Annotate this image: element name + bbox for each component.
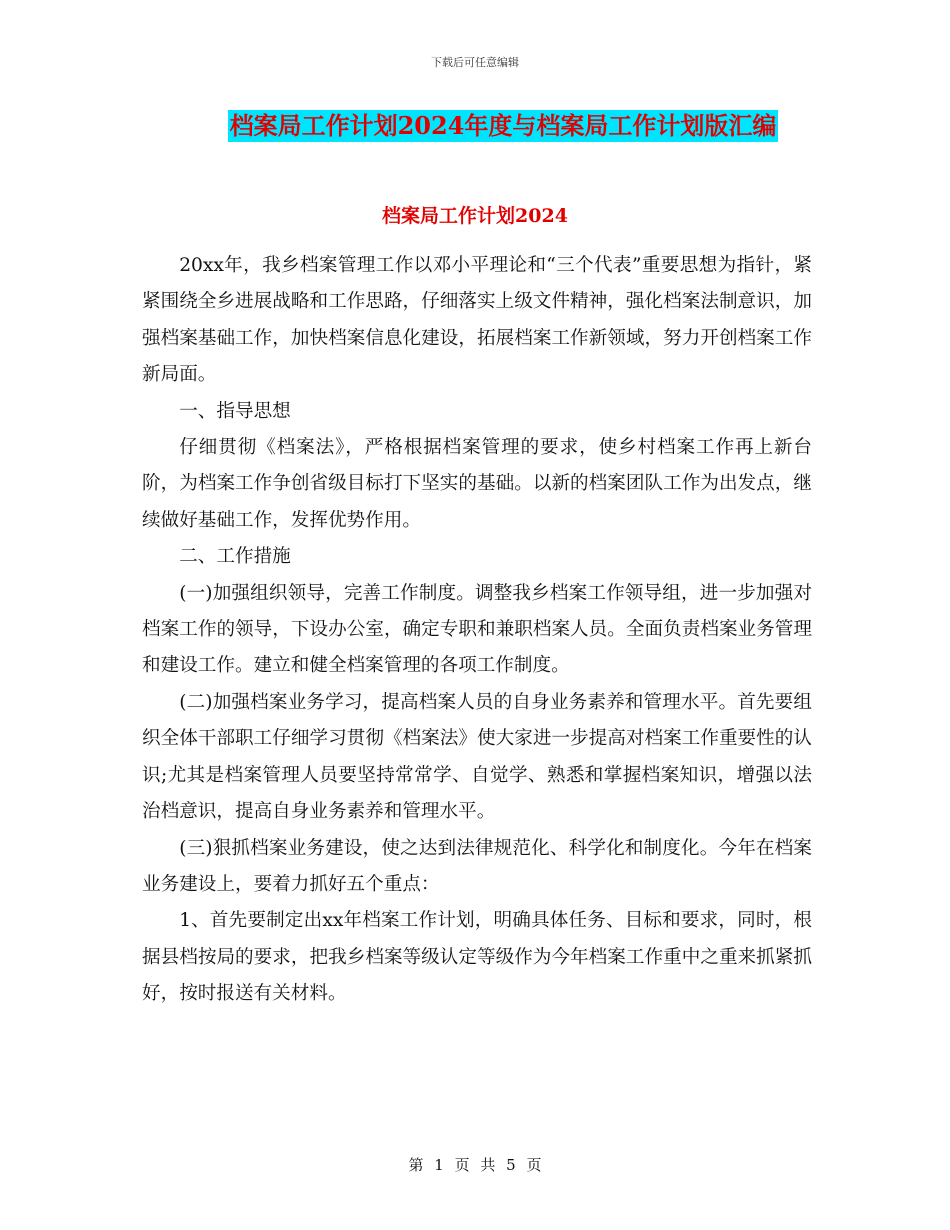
- paragraph-measure-3: (三)狠抓档案业务建设，使之达到法律规范化、科学化和制度化。今年在档案业务建设上，要着力抓好五个重点：: [142, 837, 812, 895]
- document-body: [142, 248, 812, 1013]
- header-note: 下载后可任意编辑: [431, 56, 519, 69]
- main-title: 档案局工作计划2024年度与档案局工作计划版汇编: [229, 111, 777, 140]
- paragraph-guiding-ideology: 仔细贯彻《档案法》，严格根据档案管理的要求，使乡村档案工作再上新台阶，为档案工作争创省级目标打下坚实的基础。以新的档案团队工作为出发点，继续做好基础工作，发挥优势作用。: [142, 437, 812, 531]
- paragraph-intro: 20xx年，我乡档案管理工作以邓小平理论和“三个代表”重要思想为指针，紧紧围绕全乡进展战略和工作思路，仔细落实上级文件精神，强化档案法制意识，加强档案基础工作，加快档案信息化建设，拓展档案工作新领域，努力开创档案工作新局面。: [142, 255, 812, 386]
- paragraph-measure-2: (二)加强档案业务学习，提高档案人员的自身业务素养和管理水平。首先要组织全体干部职工仔细学习贯彻《档案法》使大家进一步提高对档案工作重要性的认识;尤其是档案管理人员要坚持常常学、自觉学、熟悉和掌握档案知识，增强以法治档意识，提高自身业务素养和管理水平。: [142, 691, 812, 823]
- main-title-container: [0, 110, 950, 142]
- paragraph-point-1: 1、首先要制定出xx年档案工作计划，明确具体任务、目标和要求，同时，根据县档按局的要求，把我乡档案等级认定等级作为今年档案工作重中之重来抓紧抓好，按时报送有关材料。: [142, 910, 812, 1005]
- section-title: 档案局工作计划2024: [382, 205, 568, 227]
- heading-work-measures: 二、工作措施: [179, 546, 291, 568]
- paragraph-measure-1: (一)加强组织领导，完善工作制度。调整我乡档案工作领导组，进一步加强对档案工作的领导，下设办公室，确定专职和兼职档案人员。全面负责档案业务管理和建设工作。建立和健全档案管理的各项工作制度。: [142, 582, 812, 677]
- page-number: 第 1 页 共 5 页: [408, 1156, 542, 1174]
- heading-guiding-ideology: 一、指导思想: [179, 400, 291, 422]
